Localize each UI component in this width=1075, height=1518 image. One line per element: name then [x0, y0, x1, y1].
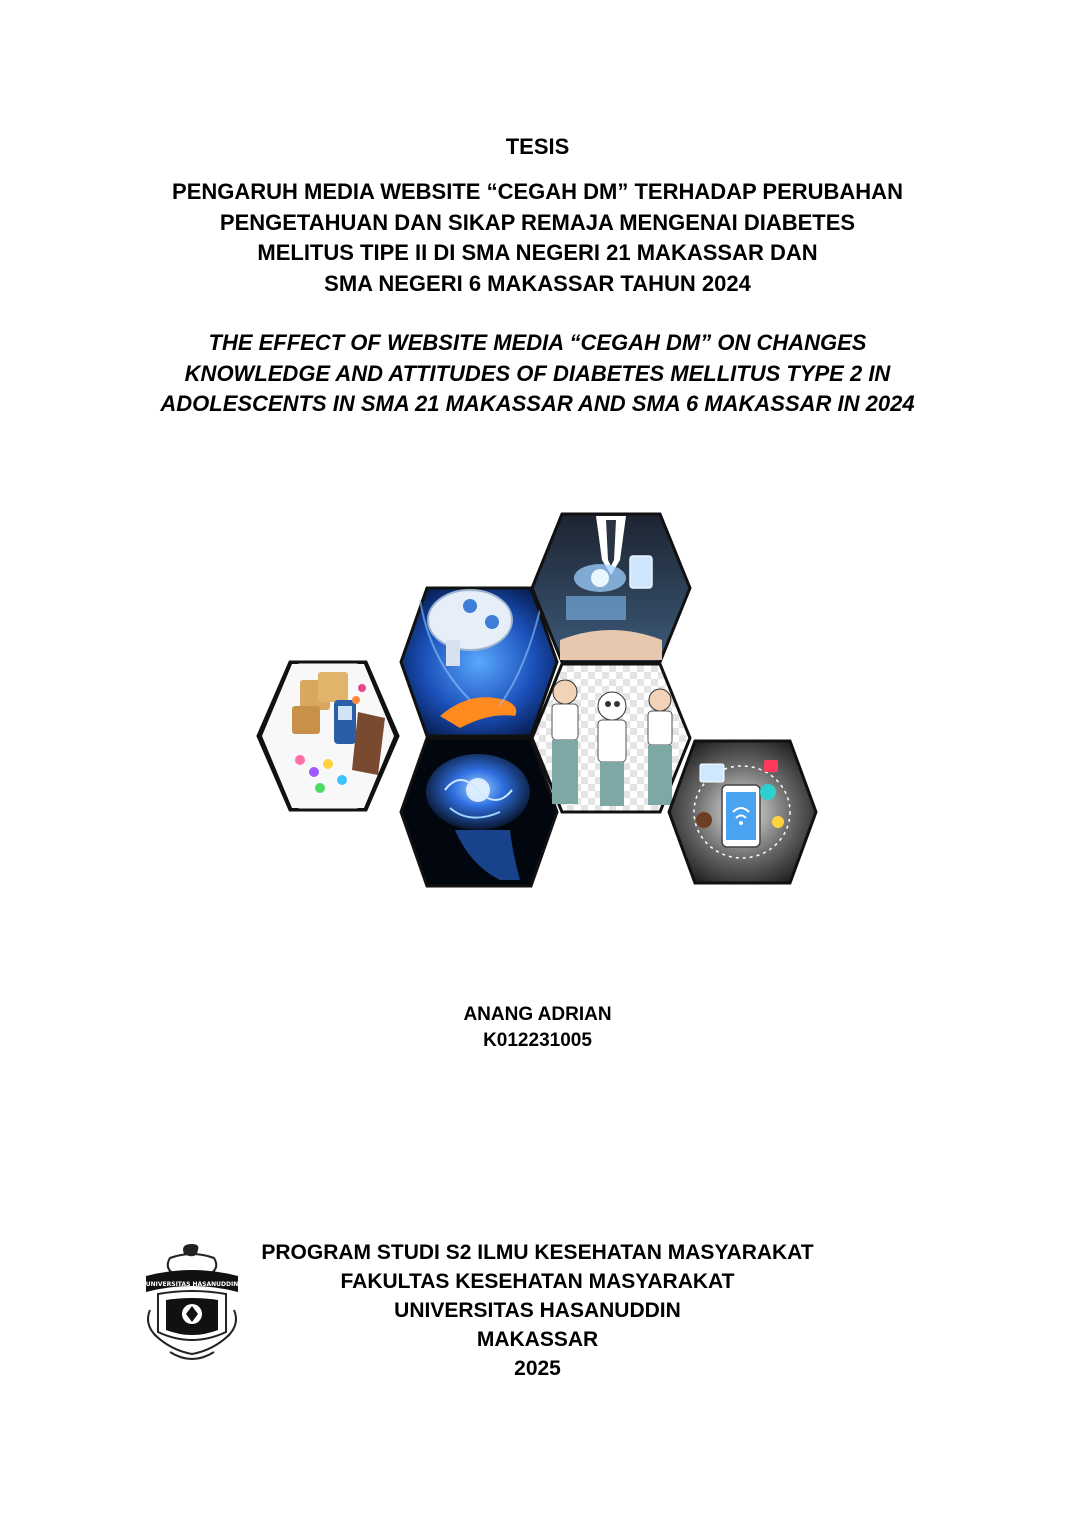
hex-tile-students: [532, 664, 690, 812]
author-name: ANANG ADRIAN: [463, 1004, 612, 1025]
title-id-line: PENGARUH MEDIA WEBSITE “CEGAH DM” TERHADAP PERUBAHAN: [172, 179, 903, 204]
city-name: MAKASSAR: [476, 1328, 599, 1351]
hex-tile-pancreas: [401, 588, 557, 736]
student-id: K012231005: [483, 1030, 592, 1051]
title-id-line: SMA NEGERI 6 MAKASSAR TAHUN 2024: [324, 270, 751, 296]
title-en-line: THE EFFECT OF WEBSITE MEDIA “CEGAH DM” ON CHANGES: [208, 330, 867, 355]
program-name: PROGRAM STUDI S2 ILMU KESEHATAN MASYARAKAT: [261, 1241, 814, 1264]
title-en-line: KNOWLEDGE AND ATTITUDES OF DIABETES MELLITUS TYPE 2 IN: [184, 360, 891, 386]
title-id-line: PENGETAHUAN DAN SIKAP REMAJA MENGENAI DIABETES: [219, 209, 856, 235]
author-block: [0, 1002, 1075, 1054]
hex-tile-smartphone: [669, 741, 816, 883]
year: 2025: [514, 1357, 561, 1380]
document-type: TESIS: [505, 134, 570, 159]
title-en-line: ADOLESCENTS IN SMA 21 MAKASSAR AND SMA 6 MAKASSAR IN 2024: [160, 391, 915, 416]
svg-text:UNIVERSITAS HASANUDDIN: UNIVERSITAS HASANUDDIN: [145, 1281, 239, 1288]
hex-tile-snacks: [258, 660, 398, 812]
hex-tile-brain: [401, 738, 557, 886]
hex-tile-technology: [532, 514, 690, 662]
university-name: UNIVERSITAS HASANUDDIN: [394, 1299, 681, 1322]
students-cartoon-icon: [552, 680, 672, 806]
title-id-line: MELITUS TIPE II DI SMA NEGERI 21 MAKASSAR DAN: [257, 240, 818, 265]
faculty-name: FAKULTAS KESEHATAN MASYARAKAT: [340, 1270, 735, 1293]
institution-block: [0, 1238, 1075, 1383]
